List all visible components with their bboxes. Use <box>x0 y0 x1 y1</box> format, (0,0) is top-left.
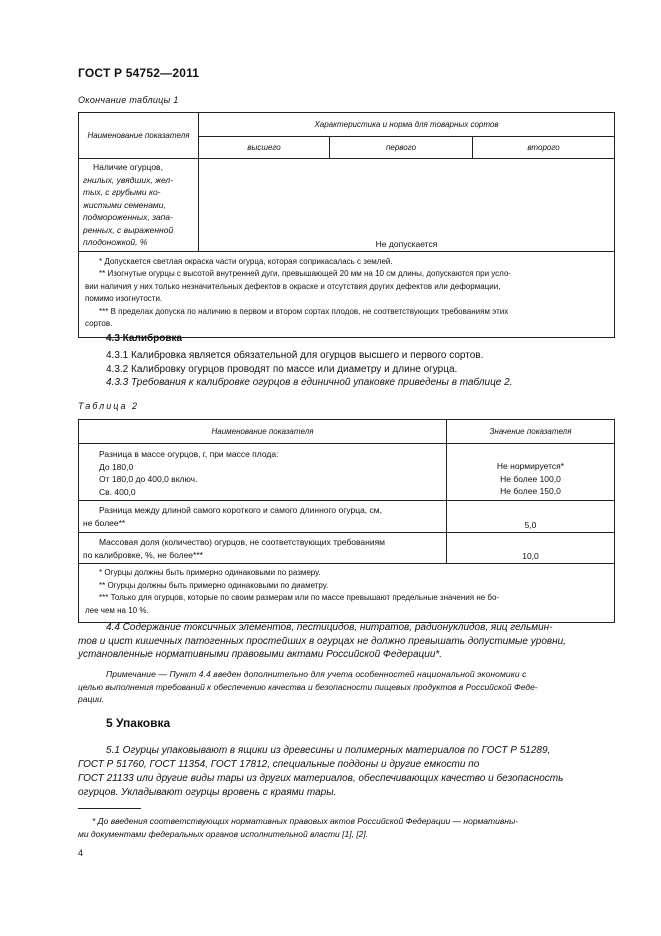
footnote-line: ми документами федеральных органов исполнительной власти [1], [2]. <box>78 828 369 839</box>
table2-caption: Таблица 2 <box>78 401 140 411</box>
note: помимо изогнутости. <box>85 294 163 303</box>
row-line: по калибровке, %, не более*** <box>83 549 203 560</box>
table2-row1-values <box>447 444 615 501</box>
row-line: не более** <box>83 517 126 528</box>
row-name-line: гнилых, увядших, жел- <box>83 174 174 185</box>
table2-row3-value: 10,0 <box>447 533 615 564</box>
row-name-line: подмороженных, запа- <box>83 212 173 222</box>
table1-grade-1: высшего <box>199 137 330 159</box>
table2-col-name: Наименование показателя <box>79 420 447 444</box>
note-line: рации. <box>78 694 105 704</box>
section-4-3-title: 4.3 Калибровка <box>106 333 183 344</box>
note: *** Только для огурцов, которые по своим размерам или по массе превышают предельные значения не бо- <box>99 593 500 602</box>
para-line: тов и цист кишечных патогенных простейших в огурцах не должно превышать допустимые уровни, <box>78 635 566 647</box>
table2-row3-name <box>79 533 447 564</box>
table1-col-name: Наименование показателя <box>79 113 199 159</box>
footnote-separator <box>78 808 141 809</box>
para-line: 4.4 Содержание токсичных элементов, пестицидов, нитратов, радионуклидов, яиц гельмин- <box>106 622 553 633</box>
row-line: От 180,0 до 400,0 включ. <box>99 474 198 484</box>
document-header: ГОСТ Р 54752—2011 <box>78 66 200 80</box>
para-4-3-1: 4.3.1 Калибровка является обязательной для огурцов высшего и первого сортов. <box>106 350 484 361</box>
table1-grade-3: второго <box>473 137 615 159</box>
note-4-4 <box>78 668 615 706</box>
note-line: целью выполнения требований к обеспечению качества и безопасности пищевых продуктов в Российской Феде- <box>78 681 538 692</box>
table1-notes <box>79 251 615 337</box>
table2-col-value: Значение показателя <box>447 420 615 444</box>
table2-row2-value: 5,0 <box>447 501 615 533</box>
page-number: 4 <box>78 848 84 858</box>
para-line: огурцов. Укладывают огурцы вровень с краями тары. <box>78 787 337 798</box>
para-line: ГОСТ 21133 или другие виды тары из других материалов, обеспечивающих качество и безопасность <box>78 773 564 784</box>
note: * Огурцы должны быть примерно одинаковыми по размеру. <box>99 568 321 577</box>
row-value: Не более 150,0 <box>500 486 561 496</box>
table1-caption: Окончание таблицы 1 <box>78 95 179 105</box>
para-line: установленные нормативными правовыми актами Российской Федерации*. <box>78 649 443 660</box>
note: вии наличия у них только незначительных дефектов в окраске и отсутствия других дефектов или деформации, <box>85 281 501 291</box>
row-line: Св. 400,0 <box>99 486 136 497</box>
para-line: ГОСТ Р 51760, ГОСТ 11354, ГОСТ 17812, специальные поддоны и другие емкости по <box>78 759 480 770</box>
row-name-line: ренных, с выраженной <box>83 224 174 235</box>
table1-col-char: Характеристика и норма для товарных сортов <box>199 113 615 137</box>
row-name-line: тых, с грубыми ко- <box>83 187 161 197</box>
row-line: Массовая доля (количество) огурцов, не соответствующих требованиям <box>99 537 386 547</box>
note-line: Примечание — Пункт 4.4 введен дополнительно для учета особенностей национальной экономики с <box>106 669 527 679</box>
footnote-line: * До введения соответствующих нормативных правовых актов Российской Федерации — нормативны- <box>92 816 519 826</box>
row-line: Разница между длиной самого короткого и самого длинного огурца, см, <box>99 505 382 515</box>
section-5-title: 5 Упаковка <box>106 716 171 730</box>
note: * Допускается светлая окраска части огурца, которая соприкасалась с землей. <box>99 256 393 266</box>
table2-row1-name <box>79 444 447 501</box>
note: ** Огурцы должны быть примерно одинаковыми по диаметру. <box>99 580 329 590</box>
table1-grade-2: первого <box>330 137 473 159</box>
footnote <box>78 815 615 840</box>
table2-notes <box>79 564 615 623</box>
para-line: 5.1 Огурцы упаковывают в ящики из древесины и полимерных материалов по ГОСТ Р 51289, <box>106 745 551 756</box>
row-value: Не более 100,0 <box>500 473 561 484</box>
table1-row-name <box>79 159 199 252</box>
note: лее чем на 10 %. <box>85 605 149 615</box>
table2-row2-name <box>79 501 447 533</box>
para-4-4 <box>78 621 615 662</box>
row-name-line: плодоножкой, % <box>83 237 148 247</box>
table1 <box>78 112 615 338</box>
note: ** Изогнутые огурцы с высотой внутренней дуги, превышающей 20 мм на 10 см длины, допускаются при усло- <box>99 269 512 278</box>
table1-row-value: Не допускается <box>199 159 615 252</box>
para-4-3-3: 4.3.3 Требования к калибровке огурцов в единичной упаковке приведены в таблице 2. <box>106 377 513 388</box>
note: сортов. <box>85 319 113 328</box>
table2 <box>78 419 615 623</box>
para-5-1 <box>78 744 615 800</box>
row-value: Не нормируется* <box>496 461 565 471</box>
row-name-line: Наличие огурцов, <box>93 162 163 172</box>
row-line: Разница в массе огурцов, г, при массе плода: <box>99 449 279 459</box>
row-name-line: жистыми семенами, <box>83 199 166 210</box>
note: *** В пределах допуска по наличию в первом и втором сортах плодов, не соответствующих требованиям этих <box>99 306 509 316</box>
para-4-3-2: 4.3.2 Калибровку огурцов проводят по массе или диаметру и длине огурца. <box>106 364 458 375</box>
row-line: До 180,0 <box>99 461 134 472</box>
